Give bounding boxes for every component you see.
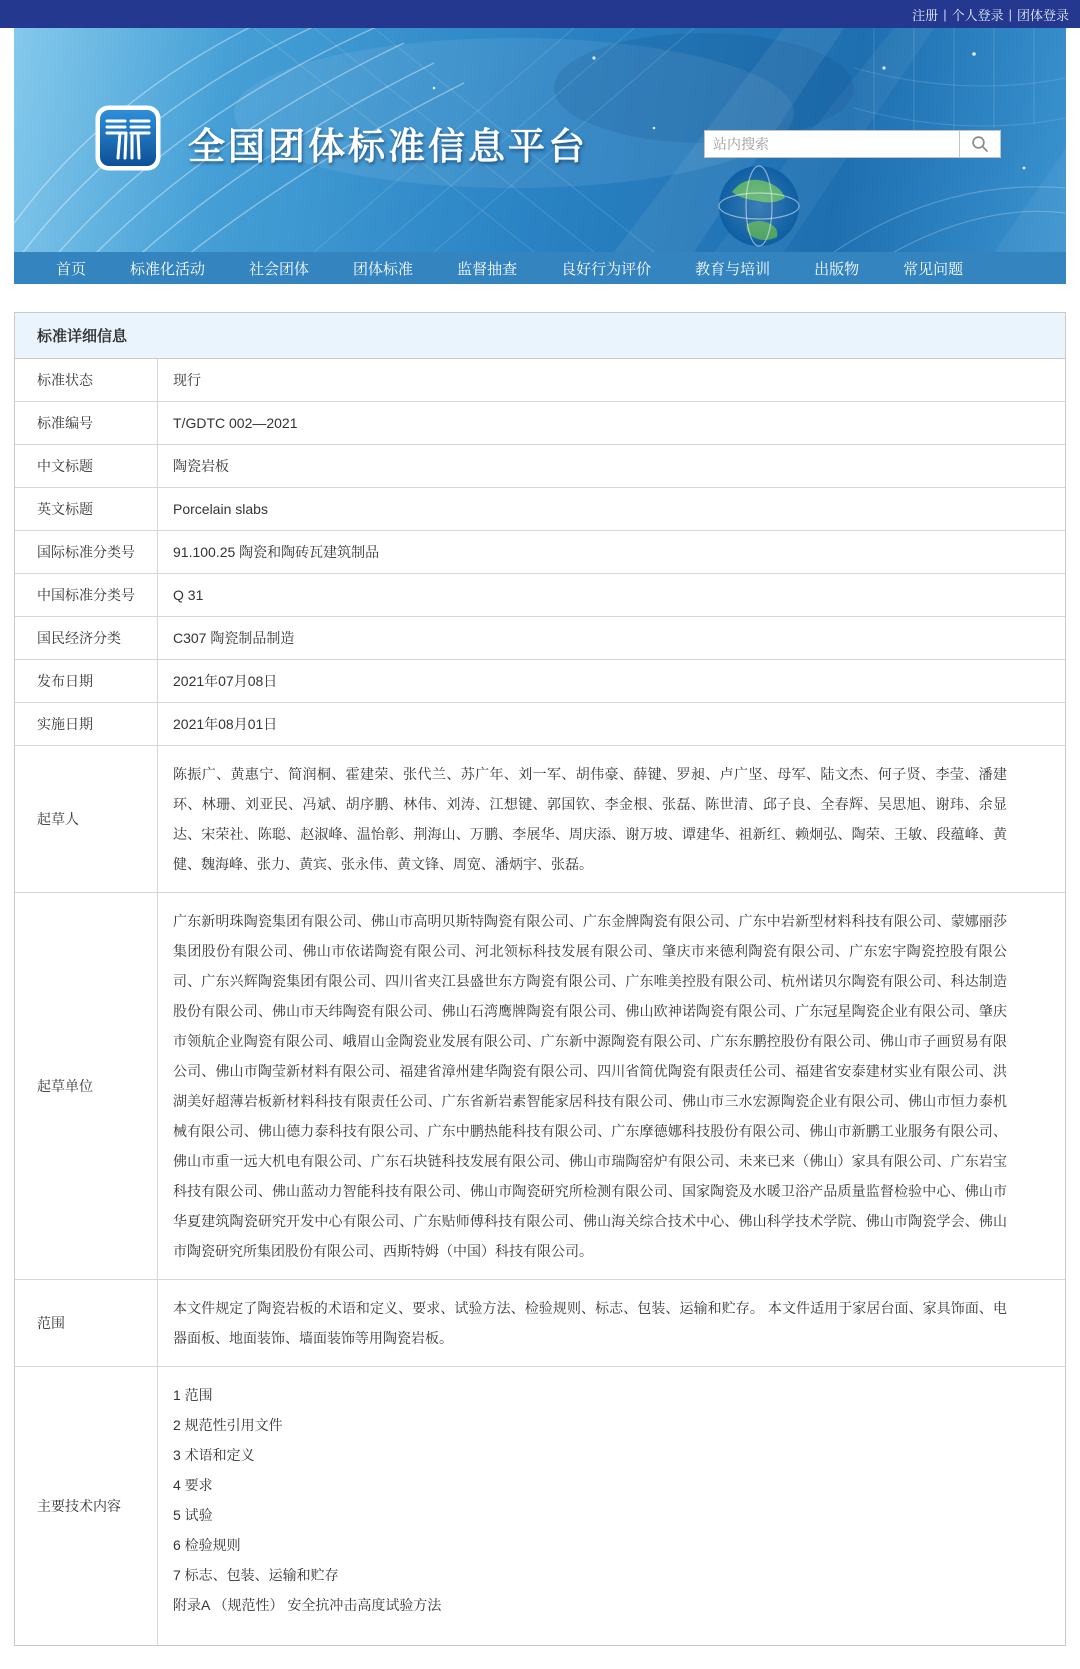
row-drafting-units: [15, 893, 1065, 1280]
row-label: 中文标题: [15, 445, 158, 487]
row-label: 主要技术内容: [15, 1367, 158, 1645]
row-value: 陶瓷岩板: [173, 458, 229, 474]
detail-section-title: 标准详细信息: [15, 313, 1065, 359]
row-value: T/GDTC 002—2021: [173, 415, 298, 431]
search-input[interactable]: [704, 130, 959, 158]
row-value: 广东新明珠陶瓷集团有限公司、佛山市高明贝斯特陶瓷有限公司、广东金牌陶瓷有限公司、广东中岩新型材料科技有限公司、蒙娜丽莎集团股份有限公司、佛山市依诺陶瓷有限公司、河北领标科技发展有限公司、肇庆市来德利陶瓷有限公司、广东宏宇陶瓷控股有限公司、广东兴辉陶瓷集团有限公司、四川省夹江县盛世东方陶瓷有限公司、广东唯美控股有限公司、杭州诺贝尔陶瓷有限公司、科达制造股份有限公司、佛山市天纬陶瓷有限公司、佛山石湾鹰牌陶瓷有限公司、佛山欧神诺陶瓷有限公司、广东冠星陶瓷企业有限公司、肇庆市领航企业陶瓷有限公司、峨眉山金陶瓷业发展有限公司、广东新中源陶瓷有限公司、广东东鹏控股份有限公司、佛山市子画贸易有限公司、佛山市陶莹新材料有限公司、福建省漳州建华陶瓷有限公司、四川省简优陶瓷有限责任公司、福建省安泰建材实业有限公司、洪湖美好超薄岩板新材料科技有限责任公司、广东省新岩素智能家居科技有限公司、佛山市三水宏源陶瓷企业有限公司、佛山市恒力泰机械有限公司、佛山德力泰科技有限公司、广东中鹏热能科技有限公司、广东摩德娜科技股份有限公司、佛山市新鹏工业服务有限公司、佛山市重一远大机电有限公司、广东石块链科技发展有限公司、佛山市瑞陶窑炉有限公司、未来已来（佛山）家具有限公司、广东岩宝科技有限公司、佛山蓝动力智能科技有限公司、佛山市陶瓷研究所检测有限公司、国家陶瓷及水暖卫浴产品质量监督检验中心、佛山市华夏建筑陶瓷研究开发中心有限公司、广东贴师傅科技有限公司、佛山海关综合技术中心、佛山科学技术学院、佛山市陶瓷学会、佛山市陶瓷研究所集团股份有限公司、西斯特姆（中国）科技有限公司。: [173, 913, 1007, 1259]
group-login-link[interactable]: 团体登录: [1016, 7, 1069, 23]
row-value: 2021年08月01日: [173, 716, 278, 732]
row-value: [158, 1367, 1065, 1645]
toc-line: 6 检验规则: [173, 1537, 241, 1553]
topbar: [0, 0, 1080, 28]
toc-line: 附录A （规范性） 安全抗冲击高度试验方法: [173, 1597, 442, 1613]
row-publish-date: [15, 660, 1065, 703]
toc-line: 1 范围: [173, 1387, 213, 1403]
row-label: 实施日期: [15, 703, 158, 745]
row-national-economy-class: [15, 617, 1065, 660]
row-value: 现行: [173, 372, 201, 388]
search-button[interactable]: [959, 130, 1001, 158]
row-label: 标准编号: [15, 402, 158, 444]
row-label: 起草单位: [15, 893, 158, 1279]
spacer: [0, 284, 1080, 312]
row-implement-date: [15, 703, 1065, 746]
row-label: 发布日期: [15, 660, 158, 702]
toc-line: 7 标志、包装、运输和贮存: [173, 1567, 339, 1583]
row-chinese-title: [15, 445, 1065, 488]
nav-item-supervision[interactable]: 监督抽查: [457, 260, 518, 278]
row-label: 起草人: [15, 746, 158, 892]
toc-line: 3 术语和定义: [173, 1447, 255, 1463]
row-label: 国际标准分类号: [15, 531, 158, 573]
row-ccs-number: [15, 574, 1065, 617]
banner: [14, 28, 1066, 252]
row-standard-status: [15, 359, 1065, 402]
row-scope: [15, 1280, 1065, 1367]
row-value: Q 31: [173, 587, 204, 603]
standard-detail-table: [14, 312, 1066, 1646]
row-standard-number: [15, 402, 1065, 445]
row-value: C307 陶瓷制品制造: [173, 630, 295, 646]
row-value: 本文件规定了陶瓷岩板的术语和定义、要求、试验方法、检验规则、标志、包装、运输和贮存。 本文件适用于家居台面、家具饰面、电器面板、地面装饰、墙面装饰等用陶瓷岩板。: [173, 1300, 1007, 1346]
row-value: Porcelain slabs: [173, 501, 268, 517]
search-icon: [971, 135, 989, 153]
row-drafters: [15, 746, 1065, 893]
row-label: 标准状态: [15, 359, 158, 401]
row-value: 陈振广、黄惠宁、简润桐、霍建荣、张代兰、苏广年、刘一军、胡伟豪、薛键、罗昶、卢广坚、母军、陆文杰、何子贤、李莹、潘建环、林珊、刘亚民、冯斌、胡序鹏、林伟、刘涛、江想键、郭国钦、李金根、张磊、陈世清、邱子良、全春辉、吴思旭、谢玮、余显达、宋荣社、陈聪、赵淑峰、温怡彰、荆海山、万鹏、李展华、周庆添、谢万坡、谭建华、祖新红、赖炯弘、陶荣、王敏、段蕴峰、黄健、魏海峰、张力、黄宾、张永伟、黄文锋、周宽、潘炳宇、张磊。: [173, 766, 1007, 872]
personal-login-link[interactable]: 个人登录: [951, 7, 1004, 23]
row-main-technical-content: [15, 1367, 1065, 1645]
nav-item-publications[interactable]: 出版物: [814, 260, 860, 278]
toc-line: 4 要求: [173, 1477, 213, 1493]
row-english-title: [15, 488, 1065, 531]
row-label: 英文标题: [15, 488, 158, 530]
site-title: 全国团体标准信息平台: [188, 126, 588, 167]
globe-icon: [719, 166, 799, 246]
row-value: 2021年07月08日: [173, 673, 278, 689]
site-search: [704, 130, 1001, 158]
register-link[interactable]: 注册: [912, 7, 939, 23]
nav-item-education-training[interactable]: 教育与培训: [695, 260, 771, 278]
row-label: 国民经济分类: [15, 617, 158, 659]
nav-item-faq[interactable]: 常见问题: [903, 260, 964, 278]
row-ics-number: [15, 531, 1065, 574]
main-nav: [14, 252, 1066, 284]
nav-item-good-behavior-evaluation[interactable]: 良好行为评价: [561, 260, 652, 278]
toc-line: 2 规范性引用文件: [173, 1417, 283, 1433]
row-label: 中国标准分类号: [15, 574, 158, 616]
separator: |: [1008, 6, 1012, 22]
nav-item-social-groups[interactable]: 社会团体: [249, 260, 310, 278]
platform-logo-icon[interactable]: [94, 104, 162, 172]
toc-line: 5 试验: [173, 1507, 213, 1523]
nav-item-home[interactable]: 首页: [56, 260, 87, 278]
separator: |: [943, 6, 947, 22]
nav-item-standardization-activities[interactable]: 标准化活动: [130, 260, 206, 278]
nav-item-group-standards[interactable]: 团体标准: [353, 260, 414, 278]
row-value: 91.100.25 陶瓷和陶砖瓦建筑制品: [173, 544, 380, 560]
row-label: 范围: [15, 1280, 158, 1366]
